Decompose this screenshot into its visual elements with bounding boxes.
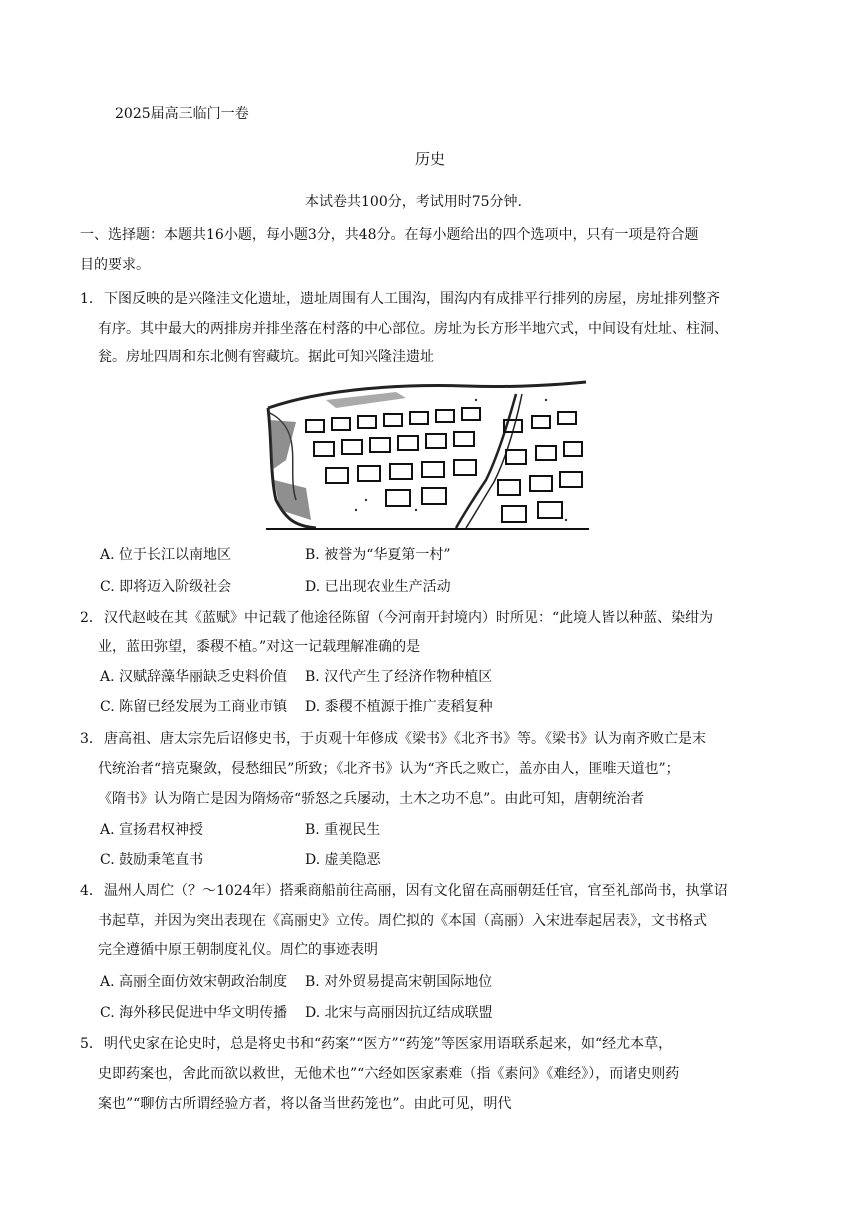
option-d: D. 北宋与高丽因抗辽结成联盟 — [305, 1005, 493, 1021]
question-number: 4． — [80, 883, 103, 899]
option-b: B. 对外贸易提高宋朝国际地位 — [305, 974, 493, 990]
section-heading-line1: 一、选择题：本题共16小题，每小题3分，共48分。在每小题给出的四个选项中，只有一项是符合题 — [80, 227, 699, 243]
question-text-line: 代统治者“掊克聚敛，侵愁细民”所致；《北齐书》认为“齐氏之败亡，盖亦由人，匪唯天道也”； — [98, 761, 680, 777]
question-number: 3． — [80, 731, 103, 747]
exam-title: 2025届高三临门一卷 — [115, 106, 249, 122]
option-a: A. 宣扬君权神授 — [100, 822, 204, 838]
question-text-line: 下图反映的是兴隆洼文化遗址，遗址周围有人工围沟，围沟内有成排平行排列的房屋，房址排列整齐 — [104, 291, 720, 307]
question-text-line: 《隋书》认为隋亡是因为隋炀帝“骄怒之兵屡动，土木之功不息”。由此可知，唐朝统治者 — [98, 791, 645, 807]
question-text-line: 书起草，并因为突出表现在《高丽史》立传。周伫拟的《本国（高丽）入宋进奉起居表》，文书格式 — [98, 913, 707, 929]
option-c: C. 海外移民促进中华文明传播 — [100, 1005, 288, 1021]
exam-instructions: 本试卷共100分，考试用时75分钟. — [305, 194, 522, 210]
option-d: D. 黍稷不植源于推广麦稻复种 — [305, 699, 493, 715]
question-text-line: 有序。其中最大的两排房并排坐落在村落的中心部位。房址为长方形半地穴式，中间设有灶址、柱洞、 — [98, 321, 728, 337]
question-text-line: 明代史家在论史时，总是将史书和“药案”“医方”“药笼”等医家用语联系起来，如“经尤本草， — [104, 1036, 673, 1052]
option-a: A. 位于长江以南地区 — [100, 547, 232, 563]
option-c: C. 鼓励秉笔直书 — [100, 852, 204, 868]
section-heading-line2: 目的要求。 — [80, 257, 150, 273]
option-c: C. 即将迈入阶级社会 — [100, 579, 232, 595]
option-c: C. 陈留已经发展为工商业市镇 — [100, 699, 288, 715]
question-text-line: 温州人周伫（？～1024年）搭乘商船前往高丽，因有文化留在高丽朝廷任官，官至礼部尚书，执掌诏 — [104, 883, 728, 899]
question-text-line: 汉代赵岐在其《蓝赋》中记载了他途径陈留（今河南开封境内）时所见：“此境人皆以种蓝、染绀为 — [104, 610, 714, 626]
option-d: D. 虚美隐恶 — [305, 852, 381, 868]
subject-title: 历史 — [415, 150, 446, 168]
question-number: 1． — [80, 291, 103, 307]
question-text-line: 瓮。房址四周和东北侧有窖藏坑。据此可知兴隆洼遗址 — [98, 349, 434, 365]
settlement-site-sketch-icon — [266, 380, 589, 530]
question-text-line: 史即药案也，舍此而欲以救世，无他术也”“六经如医家素难（指《素问》《难经》），而诸史则药 — [98, 1066, 680, 1082]
question-number: 5． — [80, 1036, 103, 1052]
option-b: B. 被誉为“华夏第一村” — [305, 547, 451, 563]
option-d: D. 已出现农业生产活动 — [305, 579, 451, 595]
option-b: B. 重视民生 — [305, 822, 381, 838]
question-text-line: 唐高祖、唐太宗先后诏修史书，于贞观十年修成《梁书》《北齐书》等。《梁书》认为南齐败亡是末 — [104, 731, 706, 747]
option-a: A. 汉赋辞藻华丽缺乏史料价值 — [100, 669, 288, 685]
question-text-line: 案也”“聊仿古所谓经验方者，将以备当世药笼也”。由此可见，明代 — [98, 1096, 512, 1112]
question-text-line: 业，蓝田弥望，黍稷不植。”对这一记载理解准确的是 — [98, 639, 421, 655]
question-text-line: 完全遵循中原王朝制度礼仪。周伫的事迹表明 — [98, 942, 378, 958]
option-b: B. 汉代产生了经济作物种植区 — [305, 669, 493, 685]
option-a: A. 高丽全面仿效宋朝政治制度 — [100, 974, 288, 990]
question-number: 2． — [80, 610, 103, 626]
